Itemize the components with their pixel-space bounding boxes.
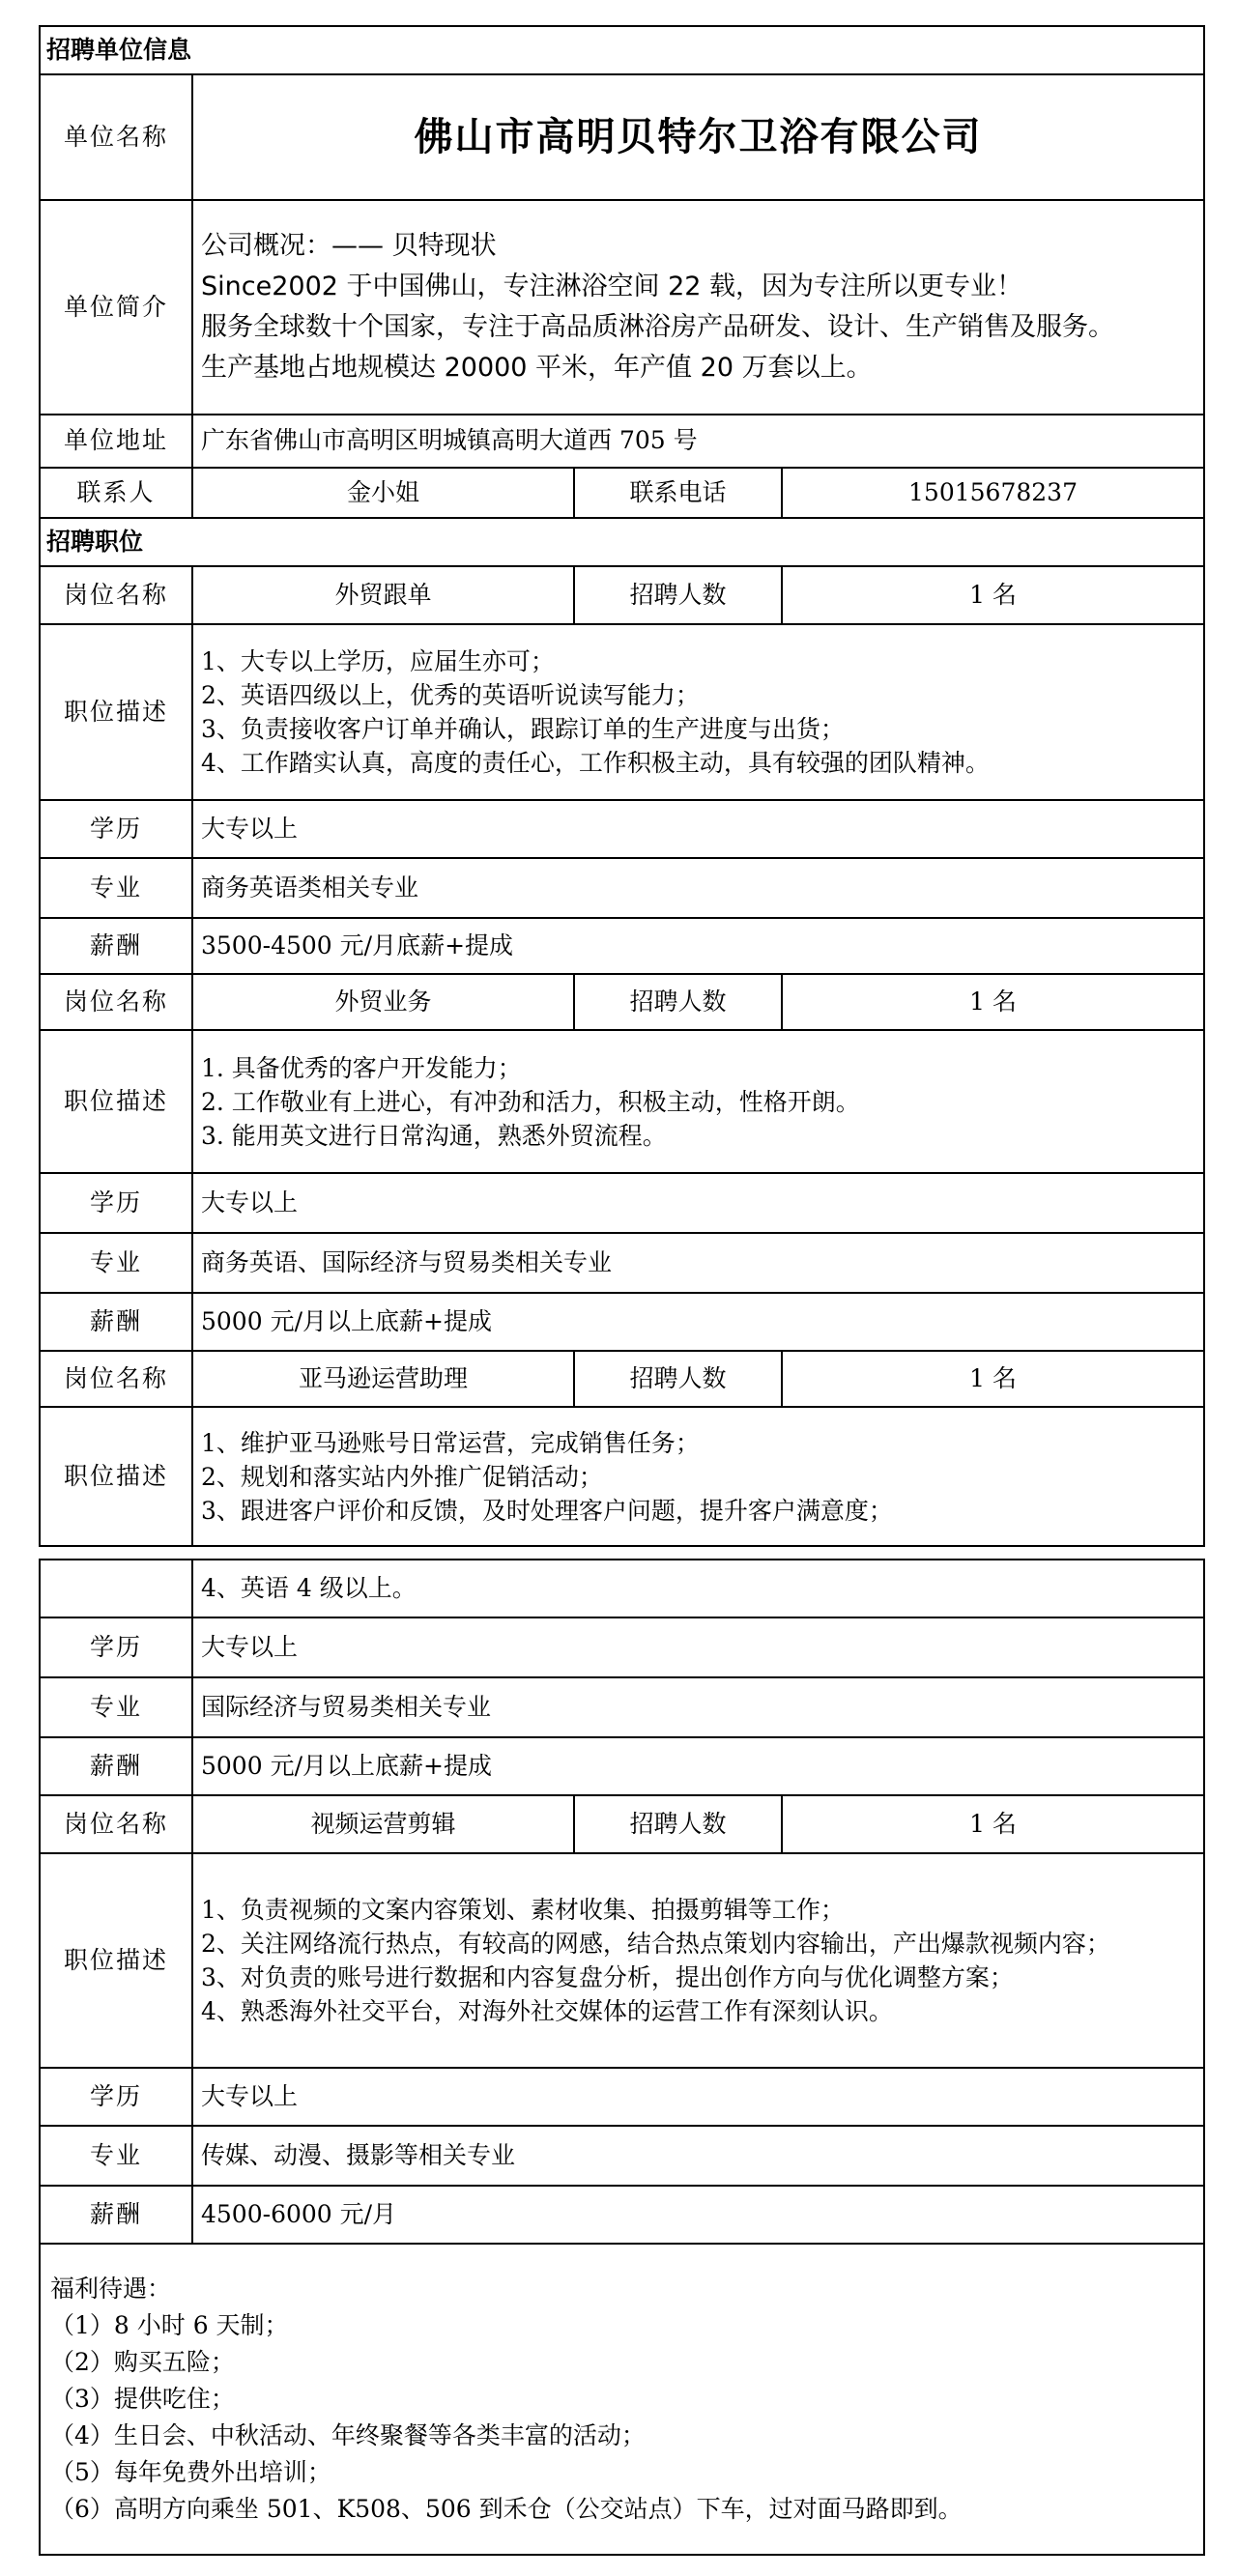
intro-line: 服务全球数十个国家，专注于高品质淋浴房产品研发、设计、生产销售及服务。	[201, 312, 1114, 342]
benefit-item: （6）高明方向乘坐 501、K508、506 到禾仓（公交站点）下车，过对面马路即到。	[50, 2495, 963, 2523]
desc-line: 3、负责接收客户订单并确认，跟踪订单的生产进度与出货；	[201, 715, 845, 743]
edu-label: 学历	[40, 1173, 192, 1233]
desc-line: 1、负责视频的文案内容策划、素材收集、拍摄剪辑等工作；	[201, 1896, 845, 1924]
benefit-item: （5）每年免费外出培训；	[50, 2458, 331, 2486]
desc-line: 1. 具备优秀的客户开发能力；	[201, 1053, 522, 1082]
position-label: 岗位名称	[40, 566, 192, 624]
job-edu: 大专以上	[192, 2068, 1204, 2126]
desc-label: 职位描述	[40, 1030, 192, 1173]
count-label: 招聘人数	[574, 1795, 782, 1853]
desc-line: 3. 能用英文进行日常沟通，熟悉外贸流程。	[201, 1121, 667, 1150]
job-count: 1 名	[782, 974, 1204, 1030]
company-intro	[192, 200, 1204, 415]
benefit-item: （1）8 小时 6 天制；	[50, 2311, 289, 2339]
phone-number: 15015678237	[782, 468, 1204, 518]
benefit-item: （3）提供吃住；	[50, 2385, 235, 2413]
count-label: 招聘人数	[574, 566, 782, 624]
job-salary: 3500-4500 元/月底薪+提成	[192, 918, 1204, 974]
count-label: 招聘人数	[574, 974, 782, 1030]
contact-label: 联系人	[40, 468, 192, 518]
benefits-block	[40, 2244, 1204, 2555]
job-edu: 大专以上	[192, 800, 1204, 858]
salary-label: 薪酬	[40, 1737, 192, 1795]
section-company-header: 招聘单位信息	[40, 26, 1204, 74]
position-label: 岗位名称	[40, 1351, 192, 1407]
edu-label: 学历	[40, 2068, 192, 2126]
salary-label: 薪酬	[40, 2186, 192, 2244]
benefit-item: （2）购买五险；	[50, 2348, 235, 2376]
desc-line: 2、关注网络流行热点，有较高的网感，结合热点策划内容输出，产出爆款视频内容；	[201, 1930, 1110, 1958]
benefit-item: （4）生日会、中秋活动、年终聚餐等各类丰富的活动；	[50, 2421, 646, 2449]
desc-line: 2、规划和落实站内外推广促销活动；	[201, 1462, 603, 1491]
job-salary: 5000 元/月以上底薪+提成	[192, 1737, 1204, 1795]
position-label: 岗位名称	[40, 974, 192, 1030]
company-address: 广东省佛山市高明区明城镇高明大道西 705 号	[192, 415, 1204, 468]
desc-label: 职位描述	[40, 1853, 192, 2068]
desc-line: 1、维护亚马逊账号日常运营，完成销售任务；	[201, 1428, 700, 1457]
desc-line: 3、对负责的账号进行数据和内容复盘分析，提出创作方向与优化调整方案；	[201, 1963, 1014, 1991]
job-description	[192, 1853, 1204, 2068]
company-name: 佛山市高明贝特尔卫浴有限公司	[192, 74, 1204, 200]
desc-line: 1、大专以上学历，应届生亦可；	[201, 647, 555, 675]
empty-label-cell	[40, 1560, 192, 1617]
major-label: 专业	[40, 1233, 192, 1293]
position-label: 岗位名称	[40, 1795, 192, 1853]
count-label: 招聘人数	[574, 1351, 782, 1407]
company-name-label: 单位名称	[40, 74, 192, 200]
desc-label: 职位描述	[40, 1407, 192, 1546]
major-label: 专业	[40, 2126, 192, 2186]
job-description-continued: 4、英语 4 级以上。	[192, 1560, 1204, 1617]
salary-label: 薪酬	[40, 918, 192, 974]
job-title: 亚马逊运营助理	[192, 1351, 574, 1407]
edu-label: 学历	[40, 1617, 192, 1677]
job-title: 外贸跟单	[192, 566, 574, 624]
intro-line: Since2002 于中国佛山，专注淋浴空间 22 载，因为专注所以更专业！	[201, 272, 1023, 302]
company-address-label: 单位地址	[40, 415, 192, 468]
salary-label: 薪酬	[40, 1293, 192, 1351]
job-major: 传媒、动漫、摄影等相关专业	[192, 2126, 1204, 2186]
major-label: 专业	[40, 1677, 192, 1737]
job-description	[192, 1030, 1204, 1173]
job-salary: 4500-6000 元/月	[192, 2186, 1204, 2244]
recruitment-table-part2	[39, 1559, 1205, 2556]
edu-label: 学历	[40, 800, 192, 858]
desc-line: 2. 工作敬业有上进心，有冲劲和活力，积极主动，性格开朗。	[201, 1087, 860, 1116]
job-title: 视频运营剪辑	[192, 1795, 574, 1853]
section-jobs-header: 招聘职位	[40, 518, 1204, 566]
major-label: 专业	[40, 858, 192, 918]
intro-line: 公司概况：—— 贝特现状	[201, 231, 497, 262]
desc-line: 4、工作踏实认真，高度的责任心，工作积极主动，具有较强的团队精神。	[201, 749, 990, 777]
job-edu: 大专以上	[192, 1173, 1204, 1233]
desc-line: 3、跟进客户评价和反馈，及时处理客户问题，提升客户满意度；	[201, 1496, 893, 1525]
job-major: 国际经济与贸易类相关专业	[192, 1677, 1204, 1737]
benefits-title: 福利待遇：	[50, 2275, 172, 2303]
recruitment-table-part1	[39, 25, 1205, 1547]
desc-label: 职位描述	[40, 624, 192, 800]
job-title: 外贸业务	[192, 974, 574, 1030]
intro-line: 生产基地占地规模达 20000 平米，年产值 20 万套以上。	[201, 352, 873, 383]
job-description	[192, 624, 1204, 800]
contact-name: 金小姐	[192, 468, 574, 518]
job-description	[192, 1407, 1204, 1546]
job-count: 1 名	[782, 566, 1204, 624]
job-salary: 5000 元/月以上底薪+提成	[192, 1293, 1204, 1351]
job-major: 商务英语类相关专业	[192, 858, 1204, 918]
job-major: 商务英语、国际经济与贸易类相关专业	[192, 1233, 1204, 1293]
company-intro-label: 单位简介	[40, 200, 192, 415]
desc-line: 2、英语四级以上，优秀的英语听说读写能力；	[201, 681, 700, 709]
desc-line: 4、熟悉海外社交平台，对海外社交媒体的运营工作有深刻认识。	[201, 1997, 893, 2025]
job-count: 1 名	[782, 1351, 1204, 1407]
phone-label: 联系电话	[574, 468, 782, 518]
job-count: 1 名	[782, 1795, 1204, 1853]
recruitment-sheet	[39, 25, 1203, 2556]
job-edu: 大专以上	[192, 1617, 1204, 1677]
